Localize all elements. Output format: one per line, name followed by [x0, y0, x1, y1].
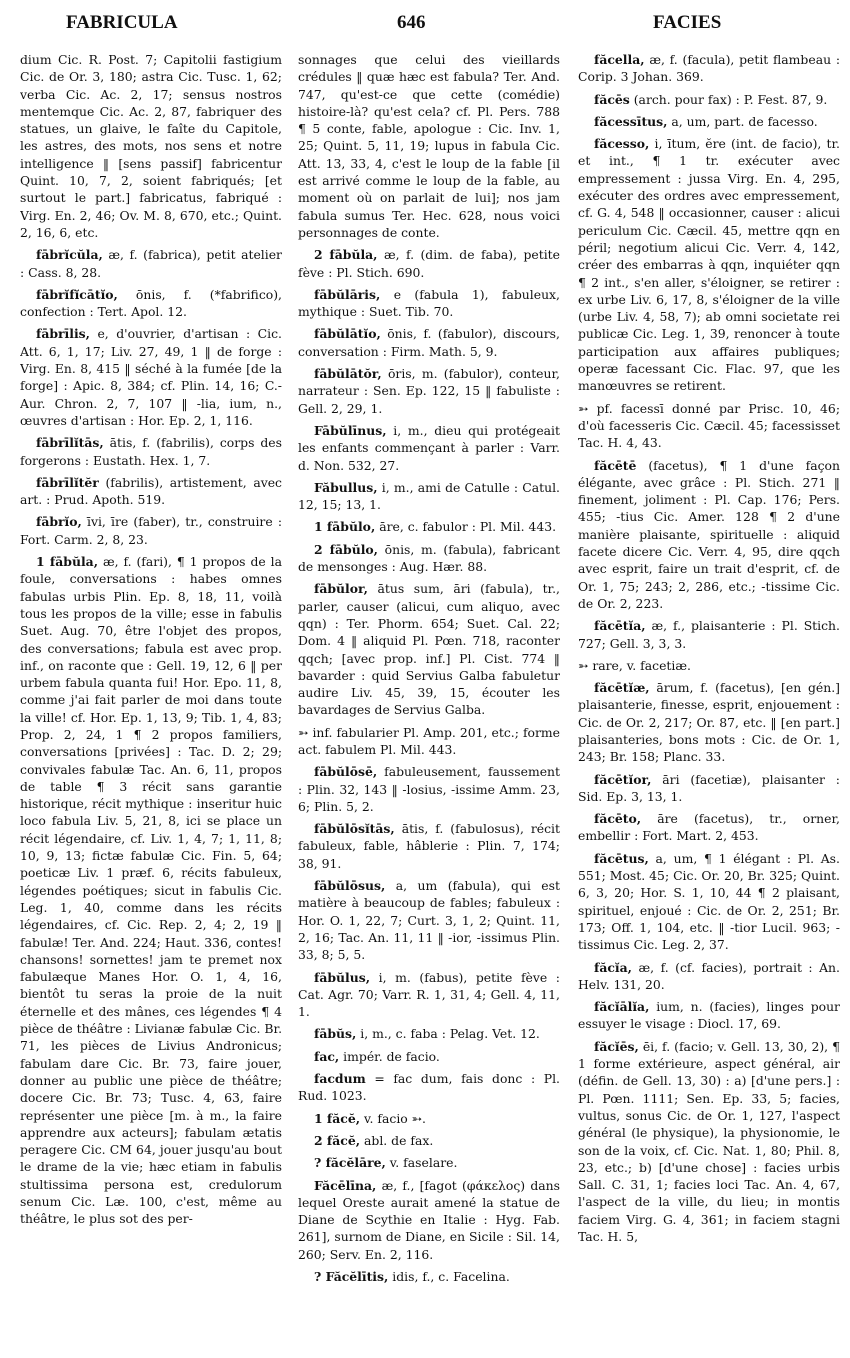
entry-headword: făcētĭæ, [594, 680, 650, 696]
entry-headword: fābrīlis, [36, 326, 90, 342]
dictionary-entry [578, 810, 840, 845]
entry-headword: făcēto, [594, 811, 642, 827]
dictionary-entry [578, 1038, 840, 1246]
entry-definition: e (fabula 1), fabuleux, mythique : Suet. Tib. 70. [298, 286, 560, 320]
dictionary-entry [578, 959, 840, 994]
dictionary-entry [20, 553, 282, 1228]
entry-definition: æ, f. (fari), ¶ 1 propos de la foule, conversations : habes omnes fabulas urbis Plin. Ep. 8, 18, 11, voilà tous les propos de la ville; esse in fabulis Suet. Aug. 70, être l'objet des propos, des conversations; fabula est avec prop. inf., on raconte que : Gell. 19, 12, 6 ‖ per urbem fabula quanta fui! Hor. Epo. 11, 8, comme j'ai fait parler de moi dans toute la ville! cf. Hor. Ep. 1, 13, 9; Tib. 1, 4, 83; Prop. 2, 24, 1 ¶ 2 propos familiers, conversations [privées] : Tac. D. 2; 29; convivales fabulæ Tac. An. 6, 11, propos de table ¶ 3 récit sans garantie historique, récit mythique : inseritur huic loco fabula Liv. 5, 21, 8, ici se place un récit légendaire, cf. Liv. 1, 4, 7; 1, 11, 8; 10, 9, 13; fictæ fabulæ Cic. Fin. 5, 64; poeticæ Liv. 1 præf. 6, récits fabuleux, légendes poétiques; sicut in fabulis Cic. Leg. 1, 40, comme dans les récits légendaires, cf. Cic. Rep. 2, 4; 2, 19 ‖ fabulæ! Ter. And. 224; Haut. 336, contes! chansons! sornettes! jam te premet nox fabulæque Manes Hor. O. 1, 4, 16, bientôt tu seras la proie de la nuit éternelle et des mânes, ces légendes ¶ 4 pièce de théâtre : Livianæ fabulæ Cic. Br. 71, les pièces de Livius Andronicus; fabulam dare Cic. Br. 73, faire jouer, donner au public une pièce de théâtre; docere Cic. Br. 73; Tusc. 4, 63, faire représenter une pièce [m. à m., la faire apprendre aux acteurs]; fabulam ætatis peragere Cic. CM 64, jouer jusqu'au bout le drame de la vie; hæc etiam in fabulis stultissima persona est, credulorum senum Cic. Læ. 100, c'est, même au théâtre, le plus sot des per- [20, 554, 282, 1227]
dictionary-entry [298, 580, 560, 718]
column-left [20, 51, 282, 1351]
dictionary-entry [298, 1048, 560, 1065]
entry-headword: fābrīlĭtās, [36, 435, 104, 451]
entry-headword: făcesso, [594, 136, 650, 152]
entry-headword: făcētĭor, [594, 771, 652, 787]
entry-definition: (fabrilis), artistement, avec art. : Prud. Apoth. 519. [20, 474, 282, 508]
entry-headword: fābŭlus, [314, 969, 371, 985]
dictionary-entry [578, 657, 840, 674]
dictionary-entry [298, 325, 560, 360]
entry-headword: fābŭlor, [314, 581, 368, 597]
dictionary-entry [298, 1132, 560, 1149]
dictionary-entry [298, 1025, 560, 1042]
dictionary-entry [298, 724, 560, 759]
dictionary-entry [298, 877, 560, 963]
entry-headword: 1 făcĕ, [314, 1110, 361, 1126]
page-header [0, 12, 850, 38]
dictionary-entry [298, 286, 560, 321]
dictionary-entry [578, 679, 840, 765]
entry-headword: 2 făcĕ, [314, 1132, 361, 1148]
page-number: 646 [397, 12, 426, 33]
entry-headword: Făcēlīna, [314, 1177, 377, 1193]
entry-definition: dium Cic. R. Post. 7; Capitolii fastigium Cic. de Or. 3, 180; astra Cic. Tusc. 1, 62; verba Cic. Ac. 2, 17; sensus nostros mentemque Cic. Ac. 2, 87, fabriquer des statues, un glaive, le faîte du Capitole, les astres, des mots, nos sens et notre intelligence ‖ [sens passif] fabricentur Quint. 10, 7, 2, soient fabriqués; [et surtout le part.] fabricatus, fabriqué : Virg. En. 2, 46; Ov. M. 8, 670, etc.; Quint. 2, 16, 6, etc. [20, 52, 282, 240]
column-middle [298, 51, 560, 1351]
entry-definition: ārum, f. (facetus), [en gén.] plaisanterie, finesse, esprit, enjouement : Cic. de Or. 2, 217; Or. 87, etc. ‖ [en part.] plaisanteries, bons mots : Cic. de Or. 1, 243; Br. 158; Planc. 33. [578, 680, 840, 765]
entry-definition: ātis, f. (fabrilis), corps des forgerons : Eustath. Hex. 1, 7. [20, 435, 282, 468]
entry-headword: făcĭa, [594, 959, 632, 975]
entry-headword: fābrīlĭtĕr [36, 474, 99, 490]
dictionary-entry [298, 763, 560, 815]
dictionary-entry [298, 1154, 560, 1171]
dictionary-entry [578, 771, 840, 806]
entry-definition: āri (facetiæ), plaisanter : Sid. Ep. 3, 13, 1. [578, 771, 840, 804]
dictionary-entry [578, 998, 840, 1033]
dictionary-entry [298, 479, 560, 514]
entry-headword: făcessītus, [594, 113, 668, 129]
dictionary-entry [578, 135, 840, 394]
entry-definition: ātus sum, āri (fabula), tr., parler, causer (alicui, cum aliquo, avec qqn) : Ter. Phorm. 654; Suet. Cal. 22; Dom. 4 ‖ aliquid Pl. Pœn. 718, raconter qqch; [avec prop. inf.] Pl. Cist. 774 ‖ bavarder : quid Servius Galba fabuletur audire Liv. 45, 39, 15, écouter les bavardages de Servius Galba. [298, 581, 560, 718]
dictionary-entry [20, 434, 282, 469]
dictionary-entry [578, 113, 840, 130]
entry-definition: i, m. (fabus), petite fève : Cat. Agr. 70; Varr. R. 1, 31, 4; Gell. 4, 11, 1. [298, 969, 560, 1020]
entry-headword: 1 fābŭlo, [314, 519, 376, 535]
running-head-left: FABRICULA [66, 12, 178, 33]
entry-headword: ? făcĕlāre, [314, 1155, 386, 1171]
entry-headword: fābŭlātŏr, [314, 366, 382, 382]
entry-headword: 2 fābŭla, [314, 247, 378, 263]
entry-definition: a, um (fabula), qui est matière à beaucoup de fables; fabuleux : Hor. O. 1, 22, 7; Curt. 3, 1, 2; Quint. 11, 2, 16; Tac. An. 11, 11 ‖ -ior, -issimus Plin. 33, 8; 5, 5. [298, 878, 560, 963]
dictionary-entry [298, 518, 560, 535]
entry-headword: fac, [314, 1048, 340, 1064]
entry-definition: æ, f. (cf. facies), portrait : An. Helv. 131, 20. [578, 959, 840, 992]
entry-definition: ium, n. (facies), linges pour essuyer le visage : Diocl. 17, 69. [578, 999, 840, 1032]
entry-definition: ➳ inf. fabularier Pl. Amp. 201, etc.; forme act. fabulem Pl. Mil. 443. [298, 724, 560, 757]
entry-definition: i, m., dieu qui protégeait les enfants commençant à parler : Varr. d. Non. 532, 27. [298, 422, 560, 473]
entry-definition: idis, f., c. Facelina. [392, 1269, 510, 1284]
dictionary-entry [298, 1110, 560, 1127]
dictionary-entry [298, 820, 560, 872]
column-right [578, 51, 840, 1351]
entry-definition: fabuleusement, faussement : Plin. 32, 143 ‖ -losius, -issime Amm. 23, 6; Plin. 5, 2. [298, 764, 560, 814]
entry-headword: făcētus, [594, 850, 649, 866]
entry-headword: făcēs [594, 91, 630, 107]
dictionary-entry [298, 1177, 560, 1263]
entry-headword: făcella, [594, 52, 645, 67]
dictionary-entry [298, 969, 560, 1021]
entry-definition: ēi, f. (facio; v. Gell. 13, 30, 2), ¶ 1 forme extérieure, aspect général, air (défin. de Gell. 13, 30) : a) [d'une pers.] : Pl. Pœn. 1111; Sen. Ep. 33, 5; facies, vultus, sonus Cic. de Or. 1, 127, l'aspect général (le physique), la physionomie, le son de la voix, cf. Cic. Nat. 1, 80; Phil. 8, 23, etc.; b) [d'une chose] : facies urbis Sall. C. 31, 1; facies loci Tac. An. 4, 67, l'aspect de la ville, du lieu; in montis faciem Virg. G. 4, 361; in faciem stagni Tac. H. 5, [578, 1038, 840, 1244]
dictionary-entry [20, 325, 282, 429]
entry-definition: ōnis, f. (fabulor), discours, conversation : Firm. Math. 5, 9. [298, 326, 560, 359]
dictionary-entry [298, 1268, 560, 1285]
entry-definition: āre (facetus), tr., orner, embellir : Fort. Mart. 2, 453. [578, 811, 840, 844]
running-head-right: FACIES [653, 12, 722, 33]
entry-definition: æ, f. (facula), petit flambeau : Corip. 3 Johan. 369. [578, 52, 840, 85]
dictionary-entry [298, 1070, 560, 1105]
entry-definition: = fac dum, fais donc : Pl. Rud. 1023. [298, 1071, 560, 1104]
entry-definition: ōris, m. (fabulor), conteur, narrateur : Sen. Ep. 122, 15 ‖ fabuliste : Gell. 2, 29, 1. [298, 366, 560, 416]
entry-definition: ➳ rare, v. facetiæ. [578, 657, 691, 673]
entry-definition: āre, c. fabulor : Pl. Mil. 443. [379, 519, 557, 535]
entry-definition: abl. de fax. [364, 1132, 434, 1148]
entry-headword: fābŭlōsus, [314, 878, 386, 894]
dictionary-entry [578, 400, 840, 452]
entry-headword: fābrĭo, [36, 514, 82, 530]
entry-definition: i, ītum, ĕre (int. de facio), tr. et int., ¶ 1 tr. exécuter avec empressement : jussa Virg. En. 4, 295, exécuter des ordres avec empressement, cf. G. 4, 548 ‖ occasionner, causer : alicui periculum Cic. Cæcil. 45, mettre qqn en péril; negotium alicui Cic. Verr. 4, 142, créer des embarras à qqn, inquiéter qqn ¶ 2 int., s'en aller, s'éloigner, se retirer : ex urbe Liv. 6, 17, 8, s'éloigner de la ville (urbe Liv. 4, 58, 7); ab omni societate rei publicæ Cic. Leg. 1, 39, renoncer à toute participation aux affaires publiques; operæ facessant Cic. Flac. 97, que les manœuvres se retirent. [578, 136, 840, 394]
entry-definition: v. faselare. [389, 1155, 458, 1171]
entry-definition: i, m., c. faba : Pelag. Vet. 12. [360, 1026, 540, 1042]
dictionary-entry [20, 513, 282, 548]
dictionary-entry [20, 286, 282, 321]
entry-definition: æ, f., [fagot (φάκελος) dans lequel Oreste aurait amené la statue de Diane de Scythie en Italie : Hyg. Fab. 261], surnom de Diane, en Sicile : Sil. 14, 260; Serv. En. 2, 116. [298, 1177, 560, 1262]
entry-headword: făcĭēs, [594, 1038, 639, 1054]
dictionary-entry [20, 51, 282, 241]
dictionary-entry [298, 365, 560, 417]
entry-headword: Fābŭlīnus, [314, 422, 387, 438]
dictionary-entry [298, 51, 560, 241]
entry-headword: făcĭālĭa, [594, 999, 650, 1015]
dictionary-entry [298, 541, 560, 576]
dictionary-entry [578, 51, 840, 86]
entry-headword: fābŭlātĭo, [314, 326, 381, 342]
entry-definition: ōnis, m. (fabula), fabricant de mensonges : Aug. Hær. 88. [298, 541, 560, 575]
entry-definition: ➳ pf. facessī donné par Prisc. 10, 46; d'où facesseris Cic. Cæcil. 45; facessisset Tac. H. 4, 43. [578, 400, 840, 451]
entry-headword: fābrĭfĭcātĭo, [36, 286, 118, 302]
entry-definition: æ, f., plaisanterie : Pl. Stich. 727; Gell. 3, 3, 3. [578, 618, 840, 651]
dictionary-entry [578, 617, 840, 652]
entry-headword: fābŭlōsĭtās, [314, 821, 395, 837]
dictionary-entry [20, 246, 282, 281]
entry-headword: făcētē [594, 457, 637, 473]
entry-headword: fābrĭcŭla, [36, 247, 103, 263]
dictionary-entry [578, 850, 840, 954]
entry-headword: 2 fābŭlo, [314, 541, 378, 557]
entry-definition: impér. de facio. [343, 1048, 440, 1064]
dictionary-entry [578, 457, 840, 613]
dictionary-entry [578, 91, 840, 108]
entry-definition: īvi, īre (faber), tr., construire : Fort. Carm. 2, 8, 23. [20, 514, 282, 547]
dictionary-entry [20, 474, 282, 509]
entry-headword: facdum [314, 1071, 366, 1087]
entry-definition: ōnis, f. (*fabrifico), confection : Tert. Apol. 12. [20, 286, 282, 320]
dictionary-entry [298, 422, 560, 474]
entry-headword: fābŭlāris, [314, 286, 381, 302]
entry-definition: ātis, f. (fabulosus), récit fabuleux, fable, hâblerie : Plin. 7, 174; 38, 91. [298, 821, 560, 871]
entry-definition: a, um, part. de facesso. [671, 113, 818, 129]
entry-definition: (arch. pour fax) : P. Fest. 87, 9. [633, 91, 828, 107]
entry-definition: æ, f. (fabrica), petit atelier : Cass. 8, 28. [20, 247, 282, 280]
entry-headword: fābŭs, [314, 1026, 357, 1042]
entry-headword: ? Făcĕlītis, [314, 1269, 389, 1284]
entry-definition: a, um, ¶ 1 élégant : Pl. As. 551; Most. 45; Cic. Or. 20, Br. 325; Quint. 6, 3, 20; Hor. S. 1, 10, 44 ¶ 2 plaisant, spirituel, enjoué : Cic. de Or. 2, 251; Br. 173; Off. 1, 104, etc. ‖ -tior Lucil. 963; -tissimus Cic. Leg. 2, 37. [578, 850, 840, 953]
dictionary-entry [298, 246, 560, 281]
entry-headword: făcētĭa, [594, 618, 646, 634]
entry-headword: fābŭlōsē, [314, 764, 378, 780]
entry-headword: Făbullus, [314, 479, 378, 495]
entry-definition: e, d'ouvrier, d'artisan : Cic. Att. 6, 1, 17; Liv. 27, 49, 1 ‖ de forge : Virg. En. 8, 415 ‖ séché à la fumée [de la forge] : Apic. 8, 384; cf. Plin. 14, 16; C.-Aur. Chron. 2, 7, 107 ‖ -lia, ium, n., œuvres d'artisan : Hor. Ep. 2, 1, 116. [20, 326, 282, 428]
entry-definition: v. facio ➳. [364, 1110, 427, 1126]
entry-definition: æ, f. (dim. de faba), petite fève : Pl. Stich. 690. [298, 247, 560, 280]
entry-headword: 1 fābŭla, [36, 554, 99, 570]
entry-definition: sonnages que celui des vieillards crédules ‖ quæ hæc est fabula? Ter. And. 747, qu'est-ce que cette (comédie) histoire-là? qu'est cela? cf. Pl. Pers. 788 ¶ 5 conte, fable, apologue : Cic. Inv. 1, 25; Quint. 5, 11, 19; lupus in fabula Cic. Att. 13, 33, 4, c'est le loup de la fable [il est arrivé comme le loup de la fable, au moment où on parlait de lui]; nos jam fabula sumus Ter. Hec. 628, nous voici personnages de conte. [298, 52, 560, 240]
entry-definition: i, m., ami de Catulle : Catul. 12, 15; 13, 1. [298, 479, 560, 513]
entry-definition: (facetus), ¶ 1 d'une façon élégante, avec grâce : Pl. Stich. 271 ‖ finement, joliment : Pl. Cap. 176; Pers. 455; -tius Cic. Amer. 128 ¶ 2 d'une manière plaisante, spirituelle : aliquid facete dicere Cic. Verr. 4, 95, dire qqch avec esprit, faire un trait d'esprit, cf. de Or. 1, 75; 243; 2, 286, etc.; -tissime Cic. de Or. 2, 223. [578, 457, 840, 611]
